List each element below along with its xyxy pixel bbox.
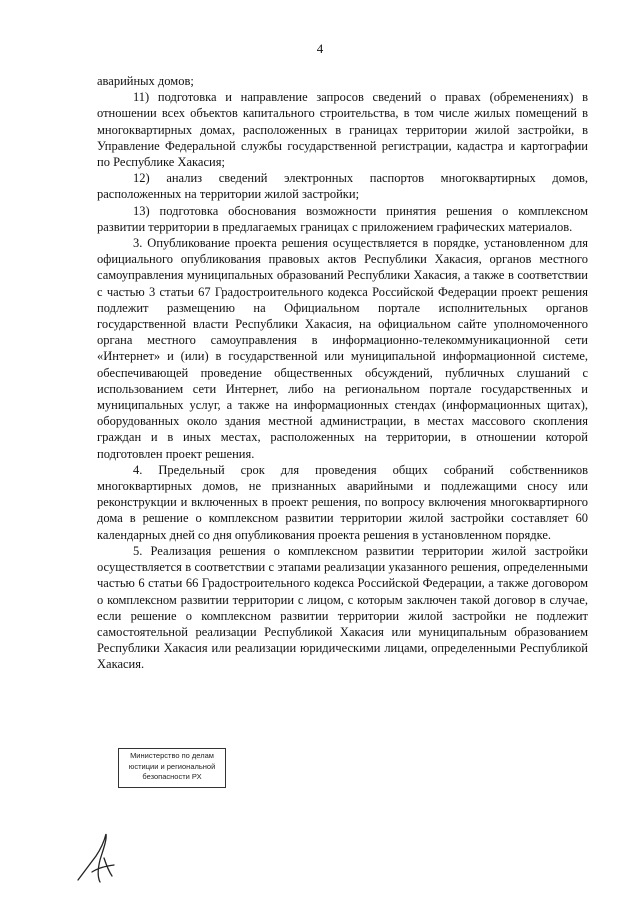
paragraph-section-5: 5. Реализация решения о комплексном развитии территории жилой застройки осуществляется в соответствии с этапами реализации указанного решения, определенными частью 6 статьи 66 Градостроительного кодекса Российской Федерации, а также договором о комплексном развитии территории с лицом, с которым заключен такой договор в случае, если решение о комплексном развитии территории жилой застройки не подлежит самостоятельной реализации Республикой Хакасия или муниципальным образованием Республики Хакасия или реализации юридическими лицами, определенными Республикой Хакасия. [97,543,588,672]
paragraph-item-13: 13) подготовка обоснования возможности принятия решения о комплексном развитии территории в предлагаемых границах с приложением графических материалов. [97,203,588,234]
paragraph-item-12: 12) анализ сведений электронных паспортов многоквартирных домов, расположенных на территории жилой застройки; [97,171,588,202]
paragraph-continuation: аварийных домов; [97,74,194,88]
ministry-stamp [118,748,226,788]
paragraph-section-3: 3. Опубликование проекта решения осуществляется в порядке, установленном для официального опубликования правовых актов Республики Хакасия, органов местного самоуправления муниципальных образований Республики Хакасия, а также в соответствии с частью 3 статьи 67 Градостроительного кодекса Российской Федерации проект решения подлежит размещению на Официальном портале исполнительных органов государственной власти Республики Хакасия, на официальном сайте уполномоченного органа местного самоуправления в информационно-телекоммуникационной сети «Интернет» и (или) в государственной или муниципальной информационной системе, обеспечивающей проведение общественных обсуждений, публичных слушаний с использованием сети Интернет, либо на региональном портале государственных и муниципальных услуг, а также на информационных стендах (информационных щитах), оборудованных около здания местной администрации, в местах массового скопления граждан и в иных местах, расположенных на территории, в отношении которой подготовлен проект решения. [97,236,588,461]
paragraph-section-4: 4. Предельный срок для проведения общих собраний собственников многоквартирных домов, не признанных аварийными и подлежащими сносу или реконструкции и включенных в проект решения, по вопросу включения многоквартирного дома в решение о комплексном развитии территории жилой застройки составляет 60 календарных дней со дня опубликования проекта решения в установленном порядке. [97,462,588,542]
paragraph-item-11: 11) подготовка и направление запросов сведений о правах (обременениях) в отношении всех объектов капитального строительства, в том числе жилых помещений в многоквартирных домах, расположенных в границах территории жилой застройки, в Управление Федеральной службы государственной регистрации, кадастра и картографии по Республике Хакасия; [97,90,588,170]
stamp-line: безопасности РХ [142,772,202,781]
stamp-line: юстиции и региональной [128,761,216,771]
signature-icon [70,828,130,888]
stamp-line: Министерство по делам [130,751,214,760]
document-body [97,73,588,673]
page-number: 4 [316,41,324,56]
